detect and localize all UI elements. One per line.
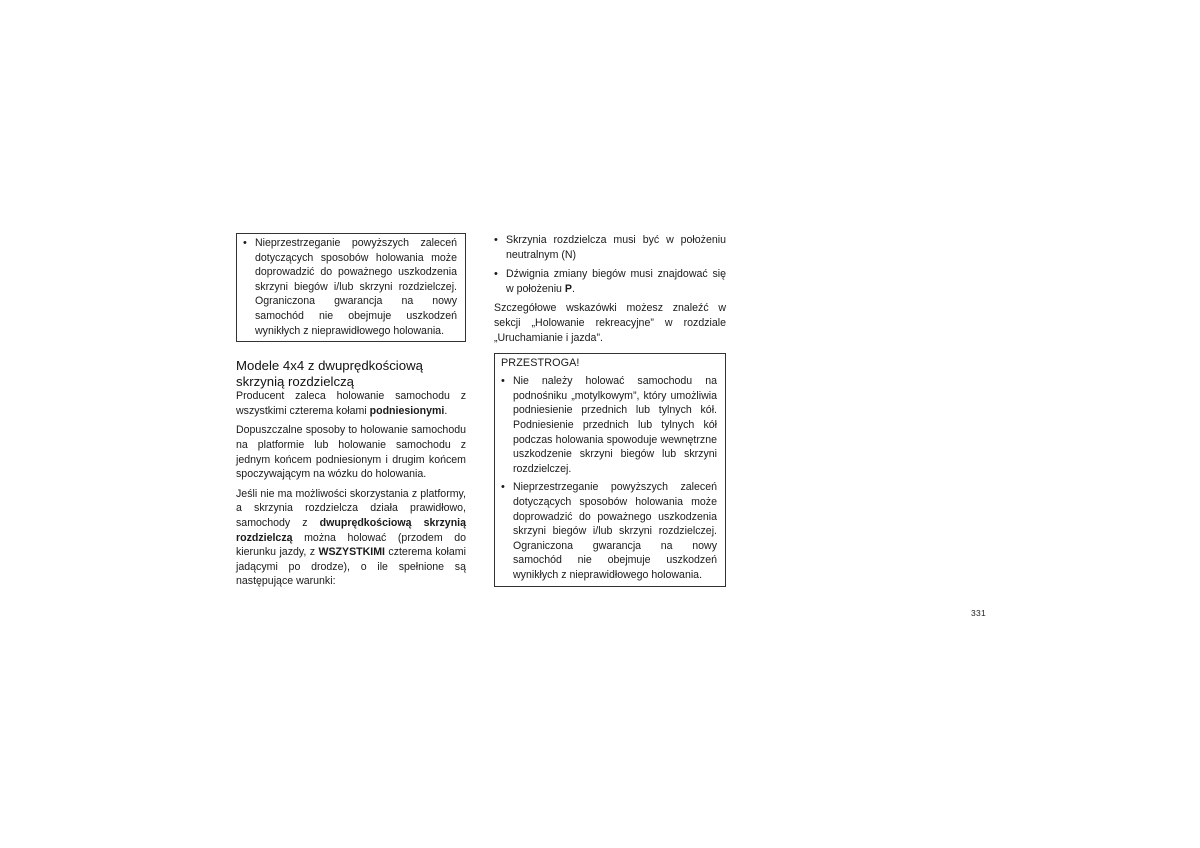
paragraph-text: można holować (przodem do kierunku jazdy, z <box>236 531 466 559</box>
notice-text: Nieprzestrzeganie powyższych zaleceń dotyczących sposobów holowania może doprowadzić do poważnego uszkodzenia skrzyni biegów i/lub skrzyni rozdzielczej. Ograniczona gwarancja na nowy samochód nie obejmuje uszkodzeń wynikłych z nieprawidłowego holowania. <box>255 237 457 337</box>
condition-text <box>506 267 726 296</box>
warning-text: Nieprzestrzeganie powyższych zaleceń dotyczących sposobów holowania może doprowadzić do poważnego uszkodzenia skrzyni biegów i/lub skrzyni rozdzielczej. Ograniczona gwarancja na nowy samochód nie obejmuje uszkodzeń wynikłych z nieprawidłowego holowania. <box>513 481 717 581</box>
emphasis-text: P <box>564 282 572 295</box>
warning-box <box>494 353 726 587</box>
condition-text: Skrzynia rozdzielcza musi być w położeniu neutralnym (N) <box>506 234 726 261</box>
paragraph-reference: Szczegółowe wskazówki możesz znaleźć w sekcji „Holowanie rekreacyjne” w rozdziale „Uruchamianie i jazda”. <box>494 302 726 344</box>
list-item <box>501 480 717 582</box>
paragraph-recommendation <box>236 389 466 418</box>
left-column <box>236 233 466 594</box>
bullet-icon: • <box>494 268 498 281</box>
bullet-icon: • <box>501 481 505 494</box>
list-item <box>494 233 726 262</box>
paragraph-text: czterema kołami jadącymi po drodze), o ile spełnione są następujące warunki: <box>236 546 466 588</box>
right-column <box>494 233 726 587</box>
section-heading: Modele 4x4 z dwuprędkościową skrzynią rozdzielczą <box>236 358 423 389</box>
condition-text-part: Dźwignia zmiany biegów musi znajdować się w położeniu <box>506 268 726 295</box>
list-item <box>501 374 717 476</box>
bullet-icon: • <box>494 234 498 246</box>
paragraph-end: . <box>444 404 448 417</box>
paragraph-text: Producent zaleca holowanie samochodu z wszystkimi czterema kołami <box>236 390 466 417</box>
notice-box <box>236 233 466 342</box>
bullet-icon: • <box>243 237 247 249</box>
emphasis-text: dwuprędkościową skrzynią rozdzielczą <box>236 516 466 544</box>
page-number: 331 <box>971 608 987 618</box>
condition-text-end: . <box>571 282 575 295</box>
paragraph-text: Jeśli nie ma możliwości skorzystania z platformy, a skrzynia rozdzielcza działa prawidłowo, samochody z <box>236 487 466 529</box>
paragraph-methods: Dopuszczalne sposoby to holowanie samochodu na platformie lub holowanie samochodu z jednym końcem podniesionym i drugim końcem spoczywającym na wózku do holowania. <box>236 424 466 481</box>
list-item <box>243 236 457 338</box>
warning-text: Nie należy holować samochodu na podnośniku „motylkowym”, który umożliwia podniesienie przednich lub tylnych kół. Podniesienie przednich lub tylnych kół podczas holowania spowoduje wewnętrzne uszkodzenie skrzyni biegów lub skrzyni rozdzielczej. <box>513 375 717 475</box>
warning-title: PRZESTROGA! <box>501 357 580 370</box>
emphasis-text: WSZYSTKIMI <box>318 546 385 559</box>
condition-list <box>494 233 726 296</box>
list-item <box>494 267 726 296</box>
paragraph-conditions <box>236 487 466 589</box>
bullet-icon: • <box>501 375 505 388</box>
emphasis-text: podniesionymi <box>369 404 445 417</box>
